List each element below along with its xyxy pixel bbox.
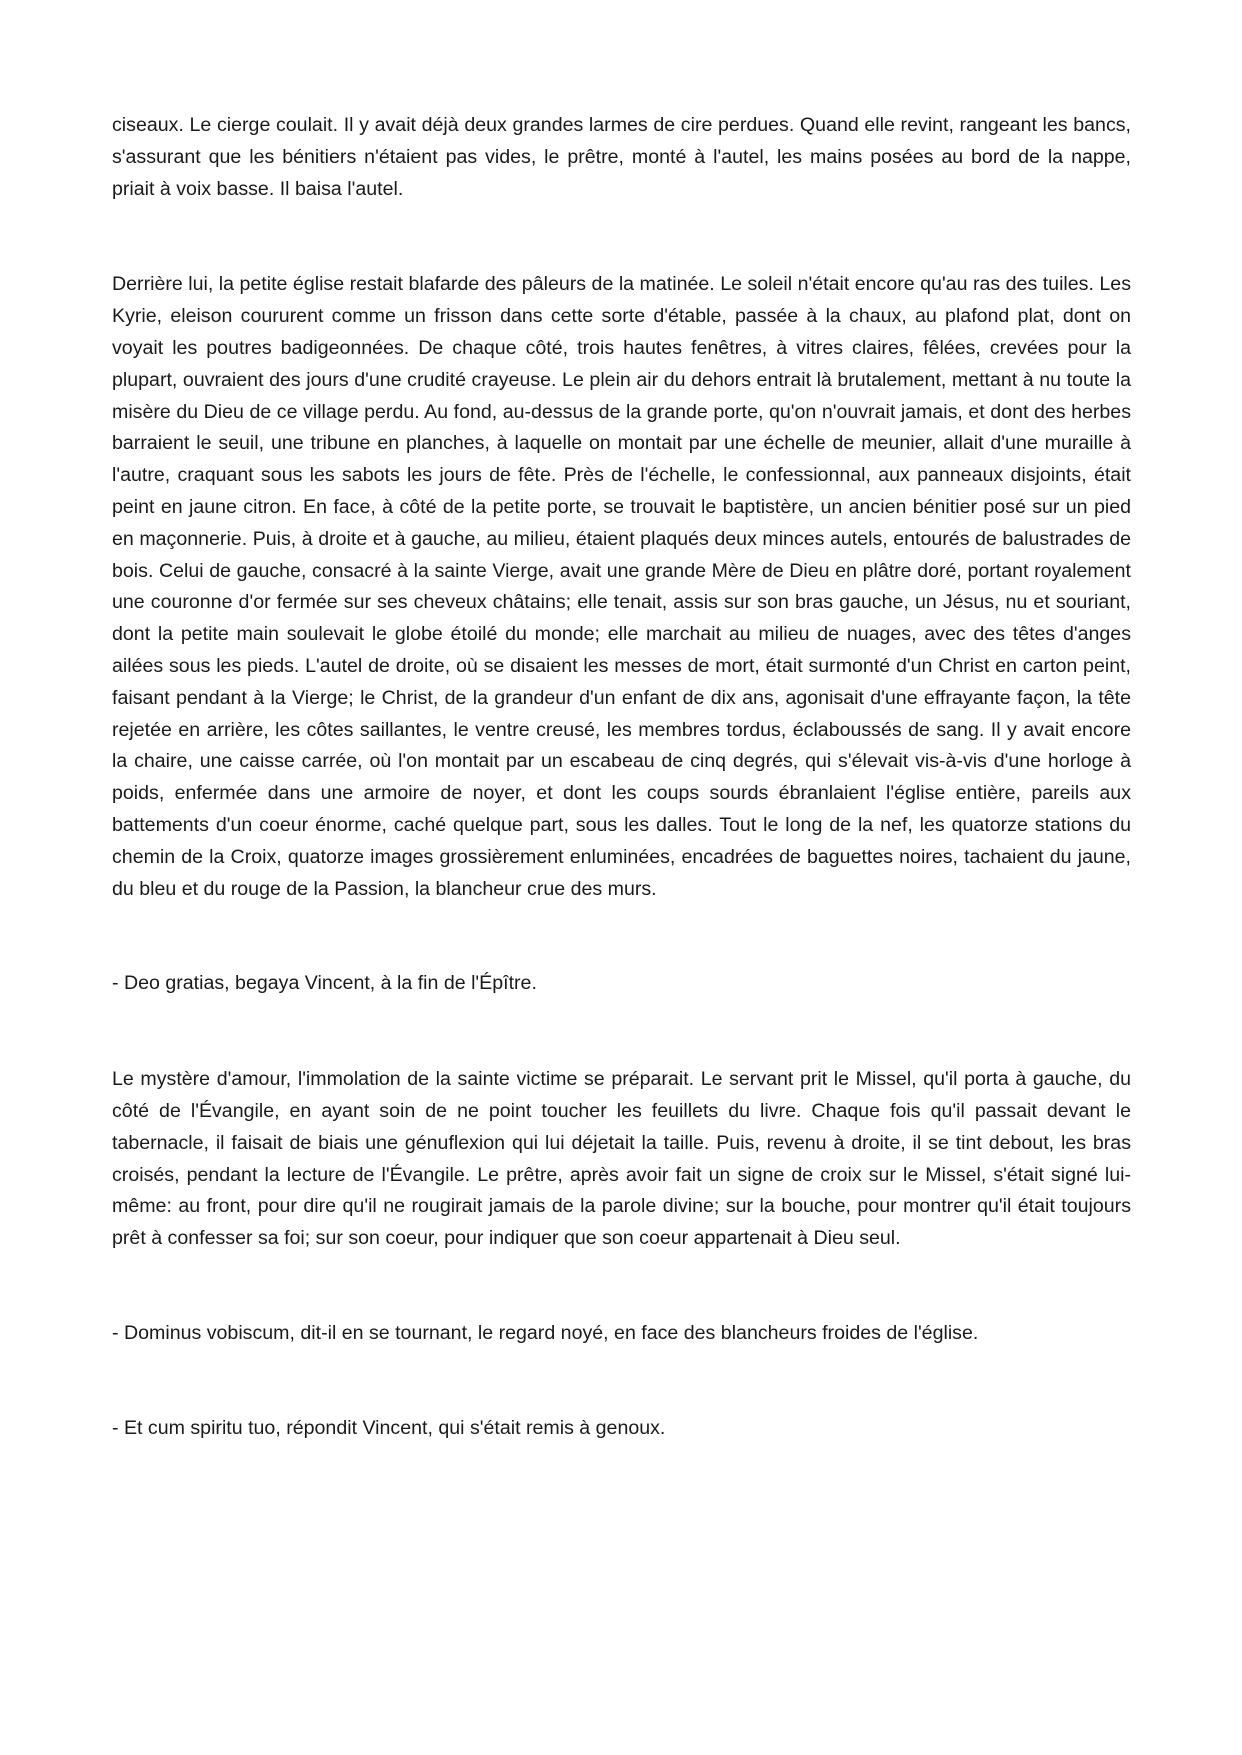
document-page: [112, 110, 1131, 1445]
dialogue-et-cum-spiritu: - Et cum spiritu tuo, répondit Vincent, qui s'était remis à genoux.: [112, 1416, 666, 1439]
dialogue-dominus-vobiscum: - Dominus vobiscum, dit-il en se tournant, le regard noyé, en face des blancheurs froides de l'église.: [112, 1321, 979, 1344]
paragraph-1: ciseaux. Le cierge coulait. Il y avait déjà deux grandes larmes de cire perdues. Quand elle revint, rangeant les bancs, s'assurant que les bénitiers n'étaient pas vides, le prêtre, monté à l'autel, les mains posées au bord de la nappe, priait à voix basse. Il baisa l'autel.: [112, 114, 1131, 200]
paragraph-3: Le mystère d'amour, l'immolation de la sainte victime se préparait. Le servant prit le Missel, qu'il porta à gauche, du côté de l'Évangile, en ayant soin de ne point toucher les feuillets du livre. Chaque fois qu'il passait devant le tabernacle, il faisait de biais une génuflexion qui lui déjetait la taille. Puis, revenu à droite, il se tint debout, les bras croisés, pendant la lecture de l'Évangile. Le prêtre, après avoir fait un signe de croix sur le Missel, s'était signé lui-même: au front, pour dire qu'il ne rougirait jamais de la parole divine; sur la bouche, pour montrer qu'il était toujours prêt à confesser sa foi; sur son coeur, pour indiquer que son coeur appartenait à Dieu seul.: [112, 1068, 1131, 1250]
paragraph-2: Derrière lui, la petite église restait blafarde des pâleurs de la matinée. Le soleil n'était encore qu'au ras des tuiles. Les Kyrie, eleison coururent comme un frisson dans cette sorte d'étable, passée à la chaux, au plafond plat, dont on voyait les poutres badigeonnées. De chaque côté, trois hautes fenêtres, à vitres claires, fêlées, crevées pour la plupart, ouvraient des jours d'une crudité crayeuse. Le plein air du dehors entrait là brutalement, mettant à nu toute la misère du Dieu de ce village perdu. Au fond, au-dessus de la grande porte, qu'on n'ouvrait jamais, et dont des herbes barraient le seuil, une tribune en planches, à laquelle on montait par une échelle de meunier, allait d'une muraille à l'autre, craquant sous les sabots les jours de fête. Près de l'échelle, le confessionnal, aux panneaux disjoints, était peint en jaune citron. En face, à côté de la petite porte, se trouvait le baptistère, un ancien bénitier posé sur un pied en maçonnerie. Puis, à droite et à gauche, au milieu, étaient plaqués deux minces autels, entourés de balustrades de bois. Celui de gauche, consacré à la sainte Vierge, avait une grande Mère de Dieu en plâtre doré, portant royalement une couronne d'or fermée sur ses cheveux châtains; elle tenait, assis sur son bras gauche, un Jésus, nu et souriant, dont la petite main soulevait le globe étoilé du monde; elle marchait au milieu de nuages, avec des têtes d'anges ailées sous les pieds. L'autel de droite, où se disaient les messes de mort, était surmonté d'un Christ en carton peint, faisant pendant à la Vierge; le Christ, de la grandeur d'un enfant de dix ans, agonisait d'une effrayante façon, la tête rejetée en arrière, les côtes saillantes, le ventre creusé, les membres tordus, éclaboussés de sang. Il y avait encore la chaire, une caisse carrée, où l'on montait par un escabeau de cinq degrés, qui s'élevait vis-à-vis d'une horloge à poids, enfermée dans une armoire de noyer, et dont les coups sourds ébranlaient l'église entière, pareils aux battements d'un coeur énorme, caché quelque part, sous les dalles. Tout le long de la nef, les quatorze stations du chemin de la Croix, quatorze images grossièrement enluminées, encadrées de baguettes noires, tachaient du jaune, du bleu et du rouge de la Passion, la blancheur crue des murs.: [112, 273, 1131, 900]
dialogue-deo-gratias: - Deo gratias, begaya Vincent, à la fin de l'Épître.: [112, 972, 537, 995]
